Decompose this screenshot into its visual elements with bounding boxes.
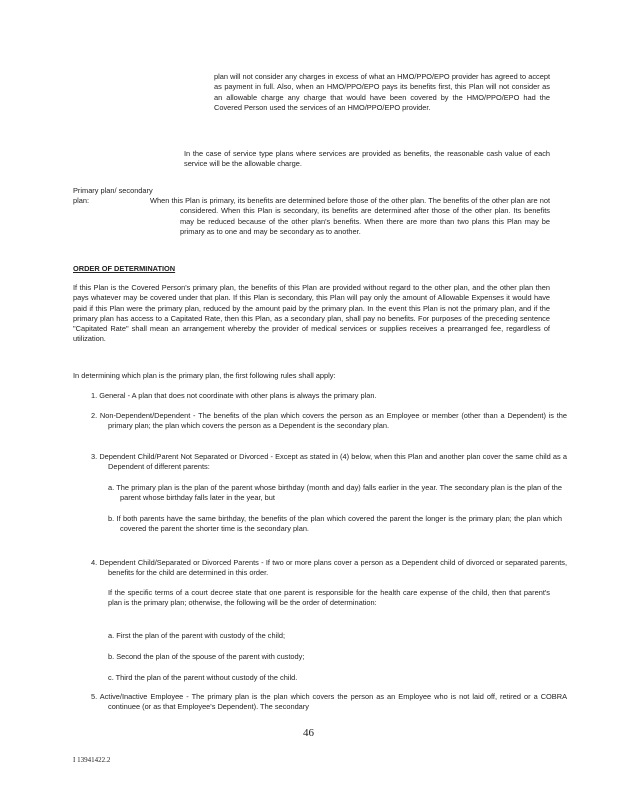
- rule-4c: c. Third the plan of the parent without custody of the child.: [108, 673, 298, 682]
- document-id: I 13941422.2: [73, 756, 111, 764]
- rule-4b: b. Second the plan of the spouse of the parent with custody;: [108, 652, 305, 661]
- rule-4a: a. First the plan of the parent with custody of the child;: [108, 631, 286, 640]
- page-number: 46: [303, 727, 314, 739]
- rule-general: 1. General - A plan that does not coordinate with other plans is always the primary plan.: [91, 391, 377, 400]
- hmo-paragraph: plan will not consider any charges in excess of what an HMO/PPO/EPO provider has agreed to accept as payment in full. Also, when an HMO/PPO/EPO pays its benefits first, this Plan will not consider as an allowable charge any charge that would have been covered by the HMO/PPO/EPO had the Covered Person used the services of an HMO/PPO/EPO provider.: [214, 72, 550, 112]
- rule-active-inactive: 5. Active/Inactive Employee - The primary plan is the plan which covers the person as an Employee who is not laid off, retired or a COBRA continuee (or as that Employee's Dependent). The secondary: [91, 692, 567, 712]
- rule-4-paragraph: If the specific terms of a court decree state that one parent is responsible for the health care expense of the child, then that parent's plan is the primary plan; otherwise, the following will be the order of determination:: [108, 588, 550, 608]
- primary-secondary-term: Primary plan/ secondary plan:: [73, 186, 153, 206]
- order-heading: ORDER OF DETERMINATION: [73, 264, 176, 273]
- rule-separated-parents: 4. Dependent Child/Separated or Divorced Parents - If two or more plans cover a person as a Dependent child of divorced or separated parents, benefits for the child are determined in this order.: [91, 558, 567, 578]
- rule-dependent-child: 3. Dependent Child/Parent Not Separated or Divorced - Except as stated in (4) below, when this Plan and another plan cover the same child as a Dependent of different parents:: [91, 452, 567, 472]
- rule-3a: a. The primary plan is the plan of the parent whose birthday (month and day) falls earlier in the year. The secondary plan is the plan of the parent whose birthday falls later in the year, but: [108, 483, 562, 503]
- rule-non-dependent: 2. Non-Dependent/Dependent - The benefits of the plan which covers the person as an Employee or member (other than a Dependent) is the primary plan; the plan which covers the person as a Dependent is the secondary plan.: [91, 411, 567, 431]
- primary-secondary-text: When this Plan is primary, its benefits are determined before those of the other plan. The benefits of the other plan are not considered. When this Plan is secondary, its benefits are determined after those of the other plan. Its benefits may be reduced because of the other plan's benefits. When there are more than two plans this Plan may be primary as to one and may be secondary as to another.: [150, 196, 550, 236]
- order-paragraph: If this Plan is the Covered Person's primary plan, the benefits of this Plan are provided without regard to the other plan, and the other plan then pays whatever may be covered under that plan. If this Plan is secondary, this Plan will pay only the amount of Allowable Expenses it would have paid if this Plan were the primary plan, reduced by the amount paid by the primary plan. In the event this Plan is not the primary plan, and if the primary plan has access to a Capitated Rate, then this Plan, as a secondary plan, shall pay no benefits. For purposes of the preceding sentence "Capitated Rate" shall mean an arrangement whereby the provider of medical services or supplies receives a prearranged fee, regardless of utilization.: [73, 283, 550, 344]
- determining-paragraph: In determining which plan is the primary plan, the first following rules shall apply:: [73, 371, 336, 380]
- primary-secondary-definition: [150, 196, 550, 237]
- service-plan-paragraph: In the case of service type plans where services are provided as benefits, the reasonable cash value of each service will be the allowable charge.: [184, 149, 550, 169]
- rule-3b: b. If both parents have the same birthday, the benefits of the plan which covered the parent the longer is the primary plan; the plan which covered the parent the shorter time is the secondary plan.: [108, 514, 562, 534]
